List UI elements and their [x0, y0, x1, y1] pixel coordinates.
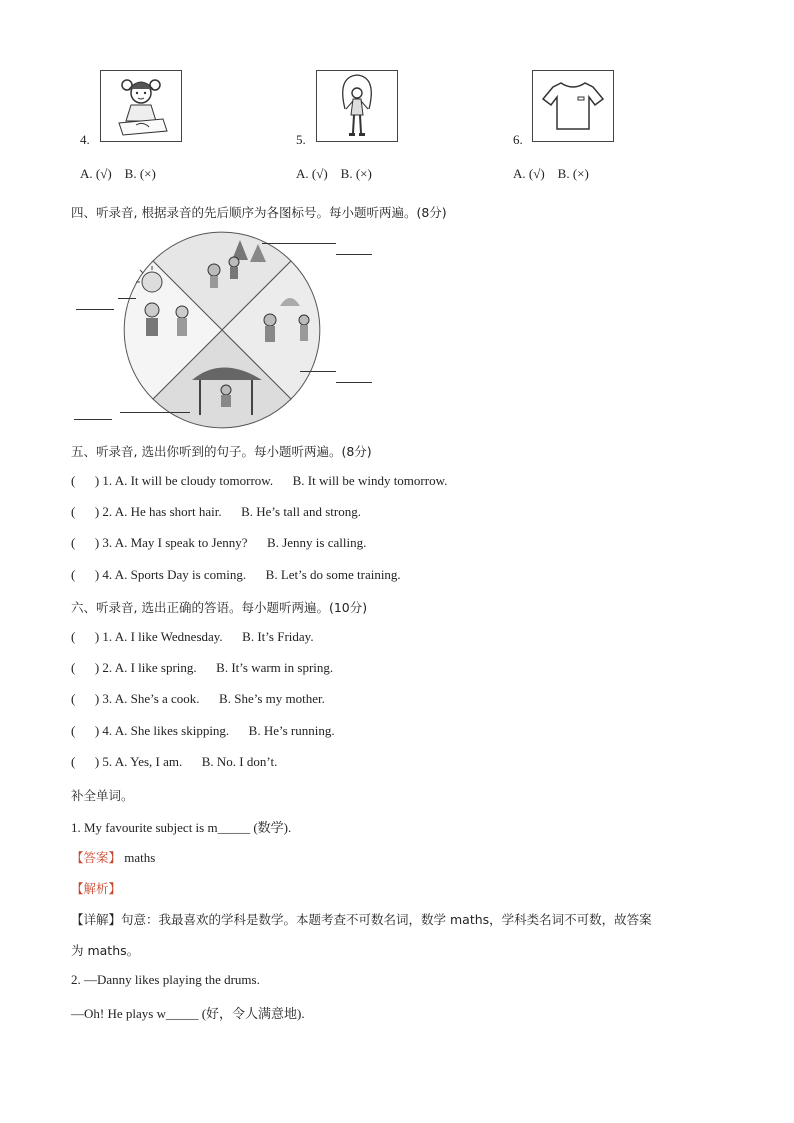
question-text: 1. A. It will be cloudy tomorrow. B. It will be windy tomorrow. — [102, 473, 448, 488]
section5-item-2[interactable] — [71, 504, 361, 520]
question-text: 3. A. May I speak to Jenny? B. Jenny is calling. — [102, 535, 367, 550]
section6-item-5[interactable] — [71, 754, 277, 770]
section6-item-2[interactable] — [71, 660, 333, 676]
answer-label: 【答案】 — [71, 850, 122, 865]
jump-rope-icon — [317, 71, 397, 141]
section5-item-3[interactable] — [71, 535, 366, 551]
answer-value: maths — [124, 850, 156, 865]
picture-6-options[interactable]: A. (√) B. (×) — [513, 166, 589, 181]
seasons-circle — [122, 230, 322, 430]
answer-line — [71, 848, 155, 866]
section6-item-4[interactable] — [71, 723, 335, 739]
section6-title: 六、听录音, 选出正确的答语。每小题听两遍。(10分) — [71, 600, 368, 615]
question-text: 2. A. He has short hair. B. He’s tall and strong. — [102, 504, 361, 519]
picture-5-number: 5. — [296, 132, 306, 147]
section5-item-4[interactable] — [71, 567, 401, 583]
seasons-blank-right-pointer — [300, 371, 336, 372]
question-text: 2. A. I like spring. B. It’s warm in spring. — [102, 660, 334, 675]
section4-title: 四、听录音, 根据录音的先后顺序为各图标号。每小题听两遍。(8分) — [71, 205, 447, 220]
picture-5-options[interactable]: A. (√) B. (×) — [296, 166, 372, 181]
girl-drawing-icon — [101, 71, 181, 141]
answer-bracket[interactable]: ( ) — [71, 691, 100, 706]
picture-5-frame — [316, 70, 398, 142]
fill-question-1[interactable]: 1. My favourite subject is m_____ (数学). — [71, 820, 292, 835]
picture-4-options[interactable]: A. (√) B. (×) — [80, 166, 156, 181]
detail-line-1 — [71, 910, 652, 928]
picture-4-number: 4. — [80, 132, 90, 147]
picture-4-frame — [100, 70, 182, 142]
picture-6-number: 6. — [513, 132, 523, 147]
picture-6-frame — [532, 70, 614, 142]
section5-item-1[interactable] — [71, 473, 447, 489]
answer-bracket[interactable]: ( ) — [71, 754, 100, 769]
tshirt-icon — [533, 71, 613, 141]
seasons-blank-bottom-pointer — [120, 412, 190, 413]
fill-question-2-line-2[interactable]: —Oh! He plays w_____ (好，令人满意地). — [71, 1006, 305, 1021]
answer-bracket[interactable]: ( ) — [71, 567, 100, 582]
seasons-blank-bottom[interactable] — [74, 419, 112, 420]
seasons-blank-right[interactable] — [336, 382, 372, 383]
answer-bracket[interactable]: ( ) — [71, 535, 100, 550]
question-text: 1. A. I like Wednesday. B. It’s Friday. — [102, 629, 314, 644]
question-text: 3. A. She’s a cook. B. She’s my mother. — [102, 691, 325, 706]
analysis-label: 【解析】 — [71, 881, 122, 896]
fill-question-2-line-1: 2. —Danny likes playing the drums. — [71, 972, 260, 987]
question-text: 4. A. Sports Day is coming. B. Let’s do some training. — [102, 567, 401, 582]
answer-bracket[interactable]: ( ) — [71, 723, 100, 738]
seasons-blank-left-pointer — [118, 298, 136, 299]
answer-bracket[interactable]: ( ) — [71, 504, 100, 519]
detail-text: 句意：我最喜欢的学科是数学。本题考查不可数名词，数学 maths，学科类名词不可数，故答案 — [121, 912, 652, 927]
answer-bracket[interactable]: ( ) — [71, 660, 100, 675]
seasons-blank-top-pointer — [262, 243, 336, 244]
answer-bracket[interactable]: ( ) — [71, 473, 100, 488]
section6-item-3[interactable] — [71, 691, 325, 707]
seasons-blank-top[interactable] — [336, 254, 372, 255]
question-text: 5. A. Yes, I am. B. No. I don’t. — [102, 754, 278, 769]
answer-bracket[interactable]: ( ) — [71, 629, 100, 644]
fill-words-title: 补全单词。 — [71, 788, 134, 803]
section5-title: 五、听录音, 选出你听到的句子。每小题听两遍。(8分) — [71, 444, 372, 459]
seasons-blank-left[interactable] — [76, 309, 114, 310]
detail-line-2: 为 maths。 — [71, 943, 140, 958]
four-seasons-circle-icon — [122, 230, 322, 430]
question-text: 4. A. She likes skipping. B. He’s running. — [102, 723, 335, 738]
section6-item-1[interactable] — [71, 629, 314, 645]
detail-label: 【详解】 — [71, 912, 122, 927]
